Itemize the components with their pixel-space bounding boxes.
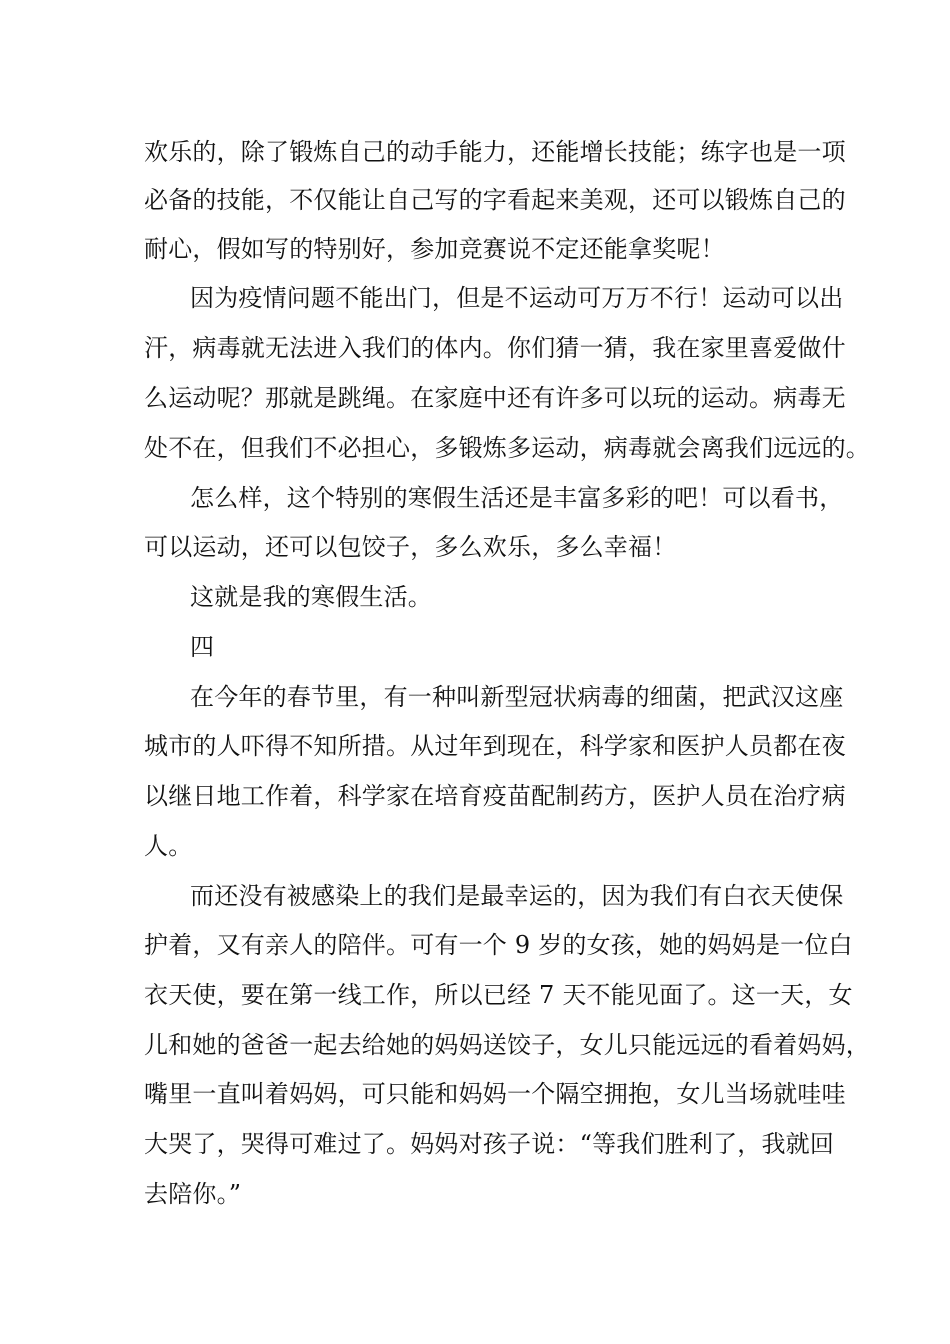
text-line: 城市的人吓得不知所措。从过年到现在，科学家和医护人员都在夜 <box>144 732 846 760</box>
section-heading: 四 <box>190 633 215 661</box>
text-line: 儿和她的爸爸一起去给她的妈妈送饺子，女儿只能远远的看着妈妈， <box>144 1031 870 1059</box>
paragraph-first-line: 因为疫情问题不能出门，但是不运动可万万不行！运动可以出 <box>190 284 844 312</box>
text-line: 人。 <box>144 832 193 860</box>
text-line: 么运动呢？那就是跳绳。在家庭中还有许多可以玩的运动。病毒无 <box>144 384 846 412</box>
paragraph-first-line: 而还没有被感染上的我们是最幸运的，因为我们有白衣天使保 <box>190 882 844 910</box>
paragraph-first-line: 怎么样，这个特别的寒假生活还是丰富多彩的吧！可以看书， <box>190 484 844 512</box>
text-line: 可以运动，还可以包饺子，多么欢乐，多么幸福！ <box>144 533 677 561</box>
text-line: 护着，又有亲人的陪伴。可有一个 9 岁的女孩，她的妈妈是一位白 <box>144 931 853 959</box>
text-line: 以继日地工作着，科学家在培育疫苗配制药方，医护人员在治疗病 <box>144 782 846 810</box>
text-line: 耐心，假如写的特别好，参加竞赛说不定还能拿奖呢！ <box>144 235 725 263</box>
paragraph-first-line: 在今年的春节里，有一种叫新型冠状病毒的细菌，把武汉这座 <box>190 683 844 711</box>
text-line: 嘴里一直叫着妈妈，可只能和妈妈一个隔空拥抱，女儿当场就哇哇 <box>144 1080 846 1108</box>
text-line: 衣天使，要在第一线工作，所以已经 7 天不能见面了。这一天，女 <box>144 981 853 1009</box>
text-line: 处不在，但我们不必担心，多锻炼多运动，病毒就会离我们远远的。 <box>144 434 870 462</box>
text-line: 汗，病毒就无法进入我们的体内。你们猜一猜，我在家里喜爱做什 <box>144 334 846 362</box>
text-line: 必备的技能，不仅能让自己写的字看起来美观，还可以锻炼自己的 <box>144 186 846 214</box>
text-line: 欢乐的，除了锻炼自己的动手能力，还能增长技能；练字也是一项 <box>144 138 846 166</box>
text-line: 去陪你。” <box>144 1180 242 1208</box>
paragraph-first-line: 这就是我的寒假生活。 <box>190 583 432 611</box>
text-line: 大哭了，哭得可难过了。妈妈对孩子说：“等我们胜利了，我就回 <box>144 1130 835 1158</box>
